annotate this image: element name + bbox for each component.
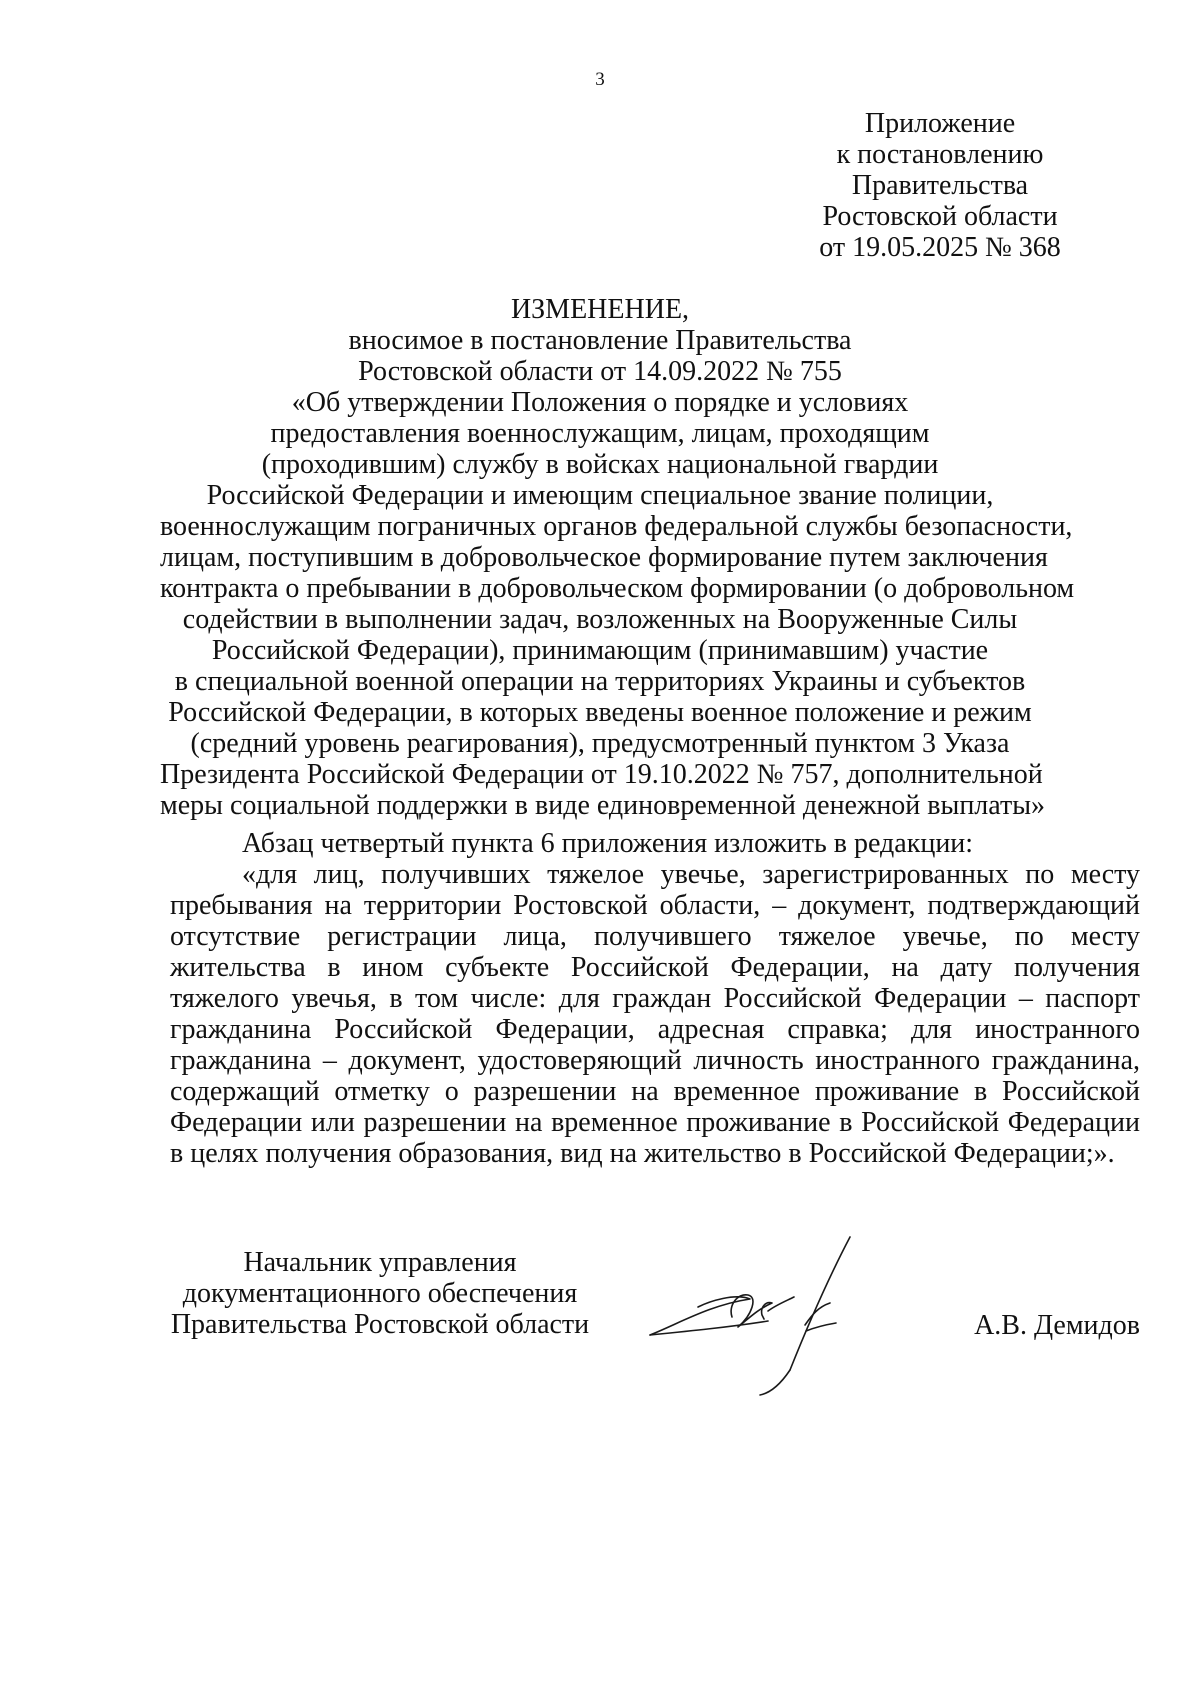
appendix-line: Правительства: [851, 170, 1029, 201]
document-title: ИЗМЕНЕНИЕ,: [510, 294, 690, 325]
heading-line: Российской Федерации, в которых введены военное положение и режим: [168, 697, 1032, 728]
quote-line: Федерации или разрешении на временное проживание в Российской Федерации: [170, 1107, 1140, 1138]
quote-line: тяжелого увечья, в том числе: для граждан Российской Федерации – паспорт: [170, 983, 1140, 1014]
amendment-intro: Абзац четвертый пункта 6 приложения изложить в редакции:: [242, 828, 974, 859]
appendix-line: к постановлению: [836, 139, 1044, 170]
heading-line: Ростовской области от 14.09.2022 № 755: [358, 356, 842, 387]
heading-line: предоставления военнослужащим, лицам, проходящим: [270, 418, 930, 449]
quote-line: «для лиц, получивших тяжелое увечье, зарегистрированных по месту: [242, 859, 1140, 890]
heading-line: содействии в выполнении задач, возложенных на Вооруженные Силы: [182, 604, 1018, 635]
heading-line: вносимое в постановление Правительства: [348, 325, 852, 356]
quote-line: отсутствие регистрации лица, получившего тяжелое увечье, по месту: [170, 921, 1140, 952]
signatory-name: А.В. Демидов: [974, 1310, 1140, 1341]
heading-line: военнослужащим пограничных органов федеральной службы безопасности,: [160, 511, 1073, 542]
heading-line: лицам, поступившим в добровольческое формирование путем заключения: [160, 542, 1048, 573]
appendix-block: [790, 108, 1090, 263]
heading-line: Президента Российской Федерации от 19.10.2022 № 757, дополнительной: [160, 759, 1043, 790]
heading-line: «Об утверждении Положения о порядке и условиях: [291, 387, 909, 418]
signatory-position: [170, 1247, 590, 1340]
quote-line: в целях получения образования, вид на жительство в Российской Федерации;».: [170, 1138, 1115, 1169]
quote-line: гражданина Российской Федерации, адресная справка; для иностранного: [170, 1014, 1140, 1045]
appendix-line: Ростовской области: [822, 201, 1058, 232]
heading-line: меры социальной поддержки в виде единовременной денежной выплаты»: [160, 790, 1046, 821]
quote-line: пребывания на территории Ростовской области, – документ, подтверждающий: [170, 890, 1140, 921]
body-paragraph: [170, 828, 1140, 1169]
heading-line: (проходившим) службу в войсках национальной гвардии: [261, 449, 939, 480]
position-line: Начальник управления: [243, 1247, 517, 1278]
appendix-line: Приложение: [864, 108, 1016, 139]
heading-line: контракта о пребывании в добровольческом формировании (о добровольном: [160, 573, 1075, 604]
appendix-line: от 19.05.2025 № 368: [819, 232, 1061, 263]
quote-line: содержащий отметку о разрешении на временное проживание в Российской: [170, 1076, 1140, 1107]
position-line: Правительства Ростовской области: [170, 1309, 590, 1340]
heading-line: Российской Федерации), принимающим (принимавшим) участие: [211, 635, 989, 666]
page-number: 3: [595, 69, 605, 90]
heading-line: Российской Федерации и имеющим специальное звание полиции,: [206, 480, 994, 511]
position-line: документационного обеспечения: [182, 1278, 578, 1309]
quote-line: гражданина – документ, удостоверяющий личность иностранного гражданина,: [170, 1045, 1140, 1076]
heading-line: в специальной военной операции на территориях Украины и субъектов: [174, 666, 1026, 697]
quote-line: жительства в ином субъекте Российской Федерации, на дату получения: [170, 952, 1140, 983]
heading-line: (средний уровень реагирования), предусмотренный пунктом 3 Указа: [190, 728, 1010, 759]
document-heading: [160, 294, 1075, 821]
